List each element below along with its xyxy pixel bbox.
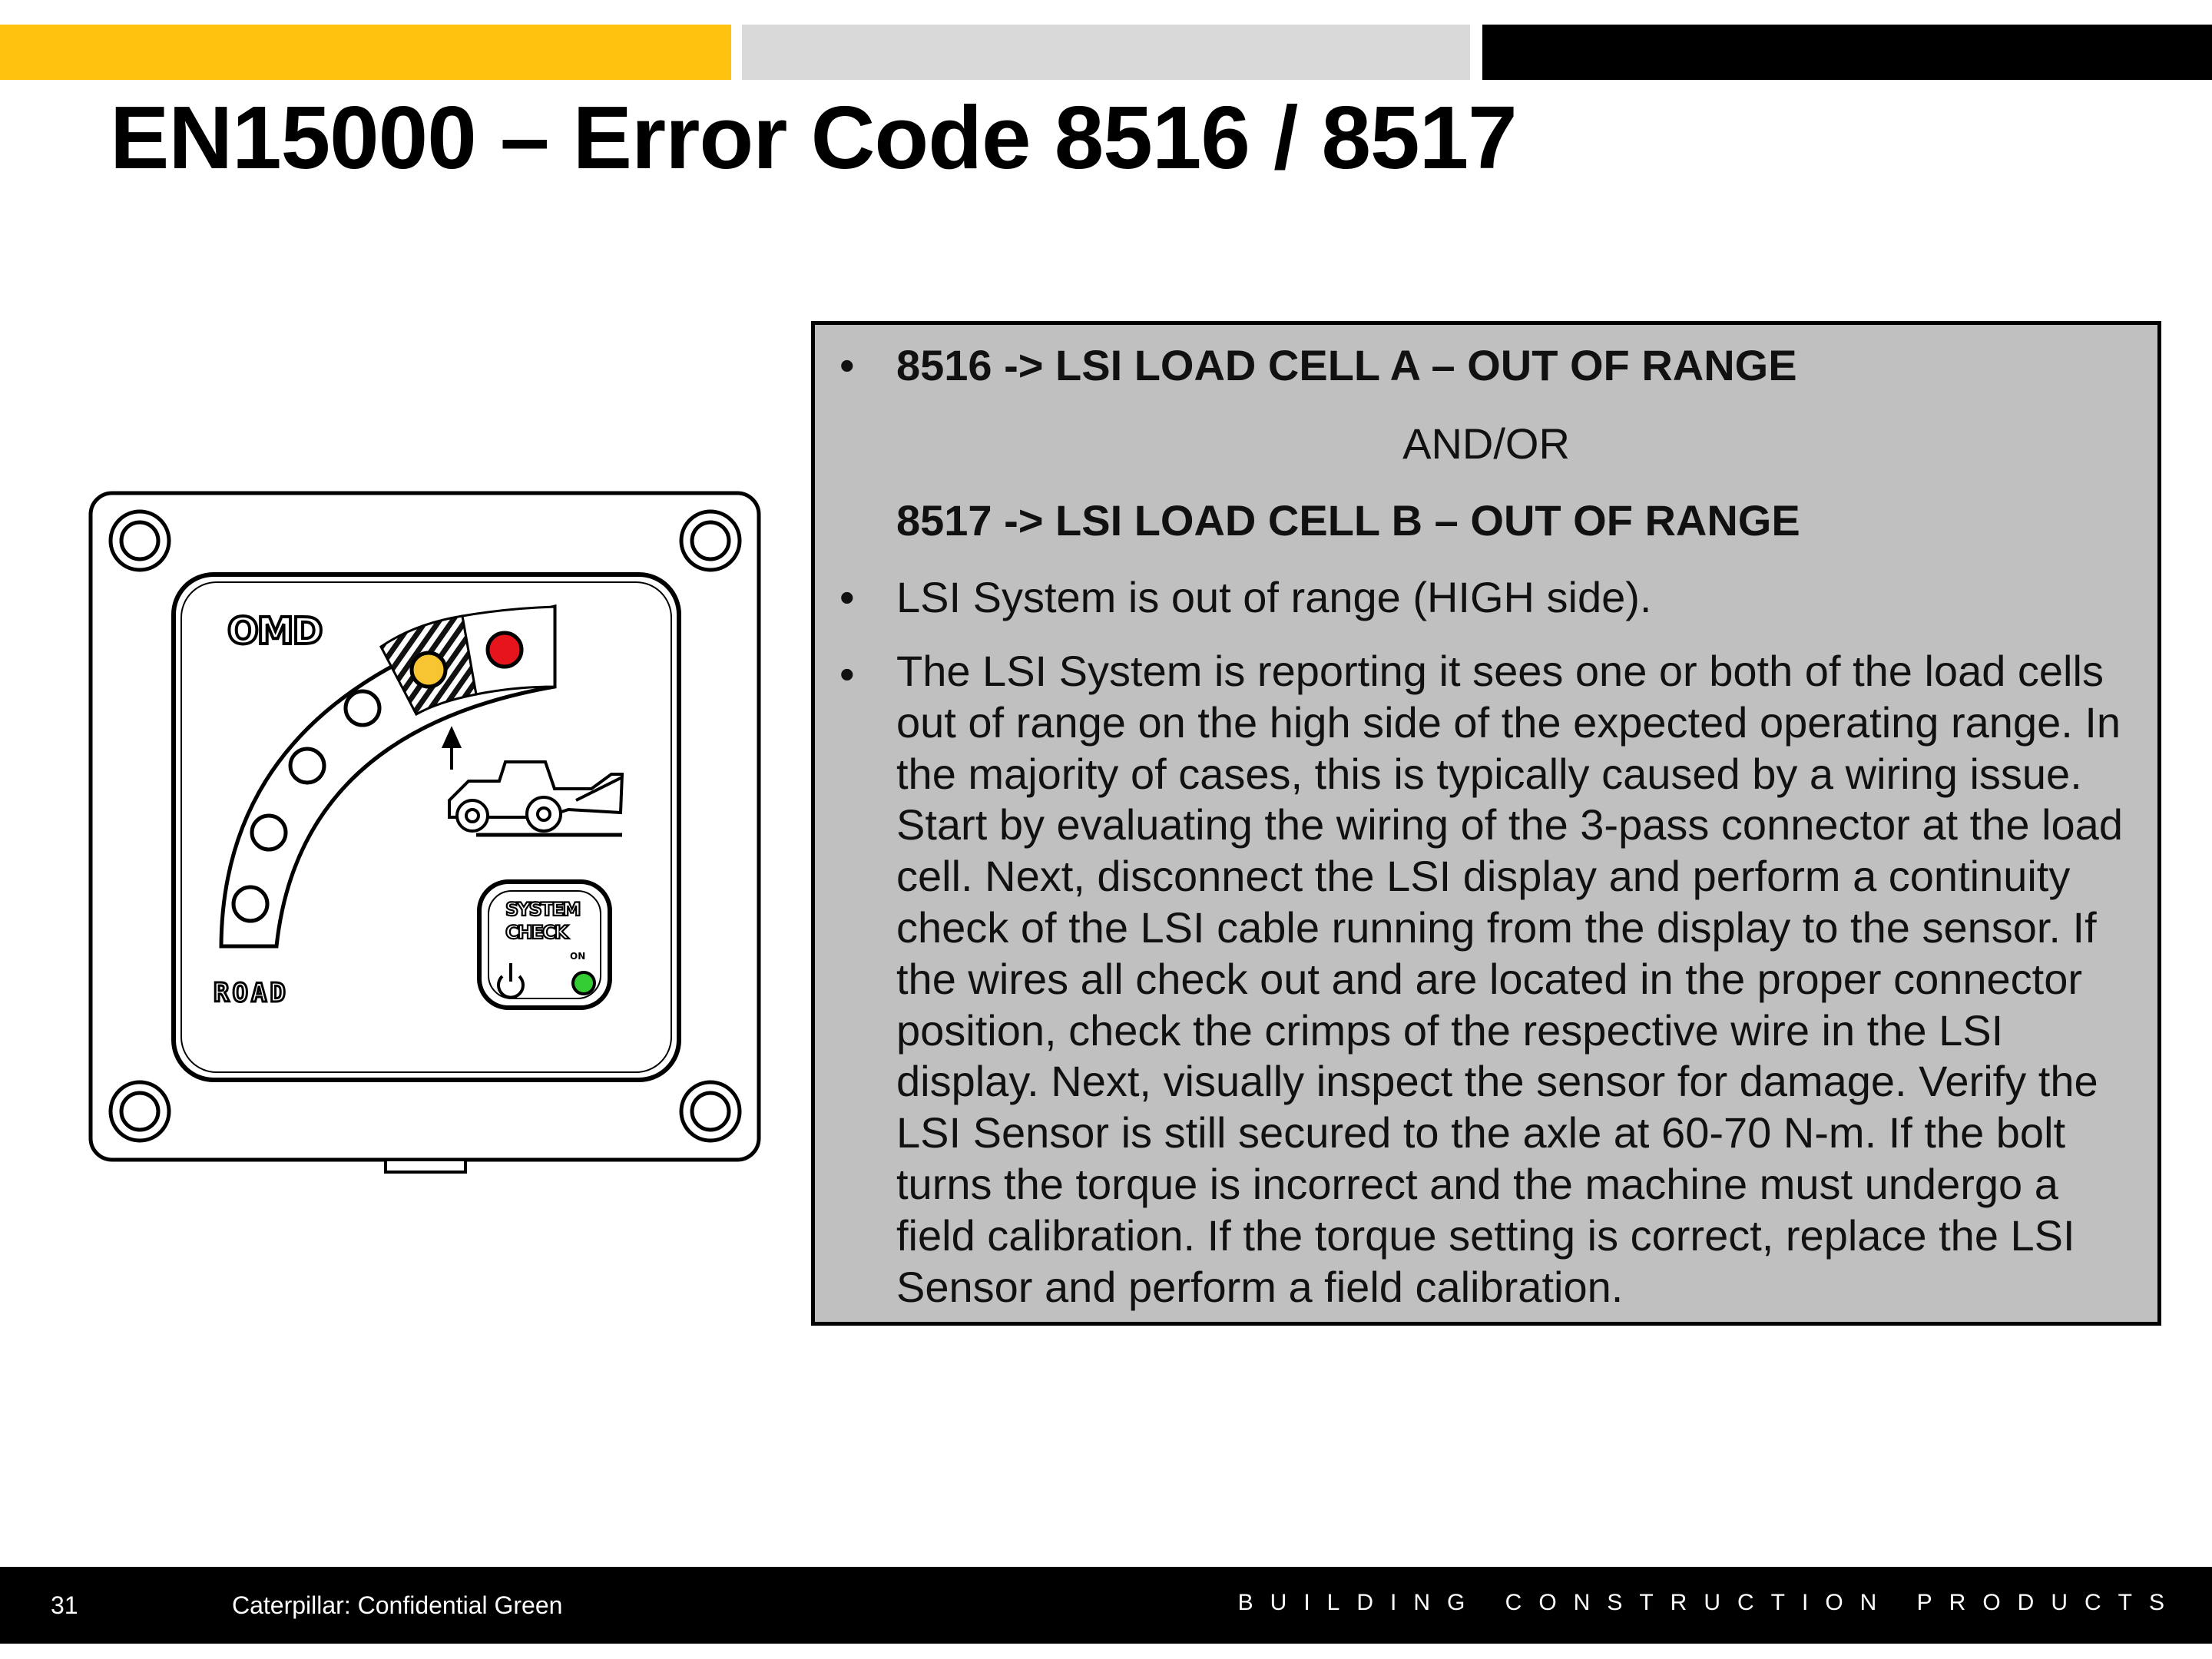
detail-line: LSI Sensor is still secured to the axle at 60-70 N-m. If the bolt — [896, 1108, 2066, 1157]
confidentiality-label: Caterpillar: Confidential Green — [232, 1591, 563, 1619]
led-3 — [290, 749, 324, 783]
bullet: • — [839, 573, 855, 621]
detail-paragraph — [896, 646, 2148, 1313]
led-red — [488, 633, 522, 667]
and-or-text: AND/OR — [1402, 419, 1570, 468]
detail-line: the majority of cases, this is typically caused by a wiring issue. — [896, 749, 2082, 798]
detail-line: out of range on the high side of the expected operating range. In — [896, 697, 2121, 747]
footer-bar — [0, 1567, 2212, 1644]
detail-line: position, check the crimps of the respective wire in the LSI — [896, 1005, 2004, 1055]
error-description-box — [811, 321, 2161, 1326]
footer-brand: BUILDING CONSTRUCTION PRODUCTS — [1237, 1590, 2181, 1615]
detail-line: turns the torque is incorrect and the machine must undergo a — [896, 1159, 2058, 1208]
detail-line: the wires all check out and are located in the proper connector — [896, 954, 2083, 1003]
bullet: • — [839, 341, 855, 389]
led-1 — [233, 887, 267, 921]
road-label: ROAD — [214, 978, 289, 1008]
detail-line: field calibration. If the torque setting is correct, replace the LSI — [896, 1210, 2075, 1260]
detail-line: cell. Next, disconnect the LSI display and perform a continuity — [896, 852, 2071, 901]
detail-line: Start by evaluating the wiring of the 3-pass connector at the load — [896, 800, 2123, 849]
led-green — [573, 972, 594, 994]
led-yellow — [412, 653, 445, 687]
summary-text: LSI System is out of range (HIGH side). — [896, 573, 1652, 621]
led-2 — [252, 816, 286, 849]
bullet: • — [839, 650, 855, 698]
header-bar-yellow — [0, 25, 731, 80]
on-label: ON — [570, 951, 586, 962]
led-4 — [346, 691, 379, 725]
code-b-heading: 8517 -> LSI LOAD CELL B – OUT OF RANGE — [896, 496, 1800, 545]
detail-line: Sensor and perform a field calibration. — [896, 1262, 1624, 1311]
lsi-display-illustration — [84, 485, 768, 1192]
code-a-heading: 8516 -> LSI LOAD CELL A – OUT OF RANGE — [896, 341, 1797, 389]
connector-tab — [386, 1160, 465, 1172]
detail-line: check of the LSI cable running from the display to the sensor. If — [896, 902, 2097, 952]
detail-line: display. Next, visually inspect the sensor for damage. Verify the — [896, 1057, 2098, 1106]
detail-line: The LSI System is reporting it sees one or both of the load cells — [896, 647, 2104, 695]
system-check-line1: SYSTEM — [505, 899, 580, 920]
header-bar-black — [1482, 25, 2212, 80]
header-bar-gray — [742, 25, 1470, 80]
page-number: 31 — [51, 1591, 78, 1619]
page-title: EN15000 – Error Code 8516 / 8517 — [110, 88, 1517, 187]
brand-label: OMD — [227, 610, 322, 653]
system-check-line2: CHECK — [505, 922, 568, 943]
